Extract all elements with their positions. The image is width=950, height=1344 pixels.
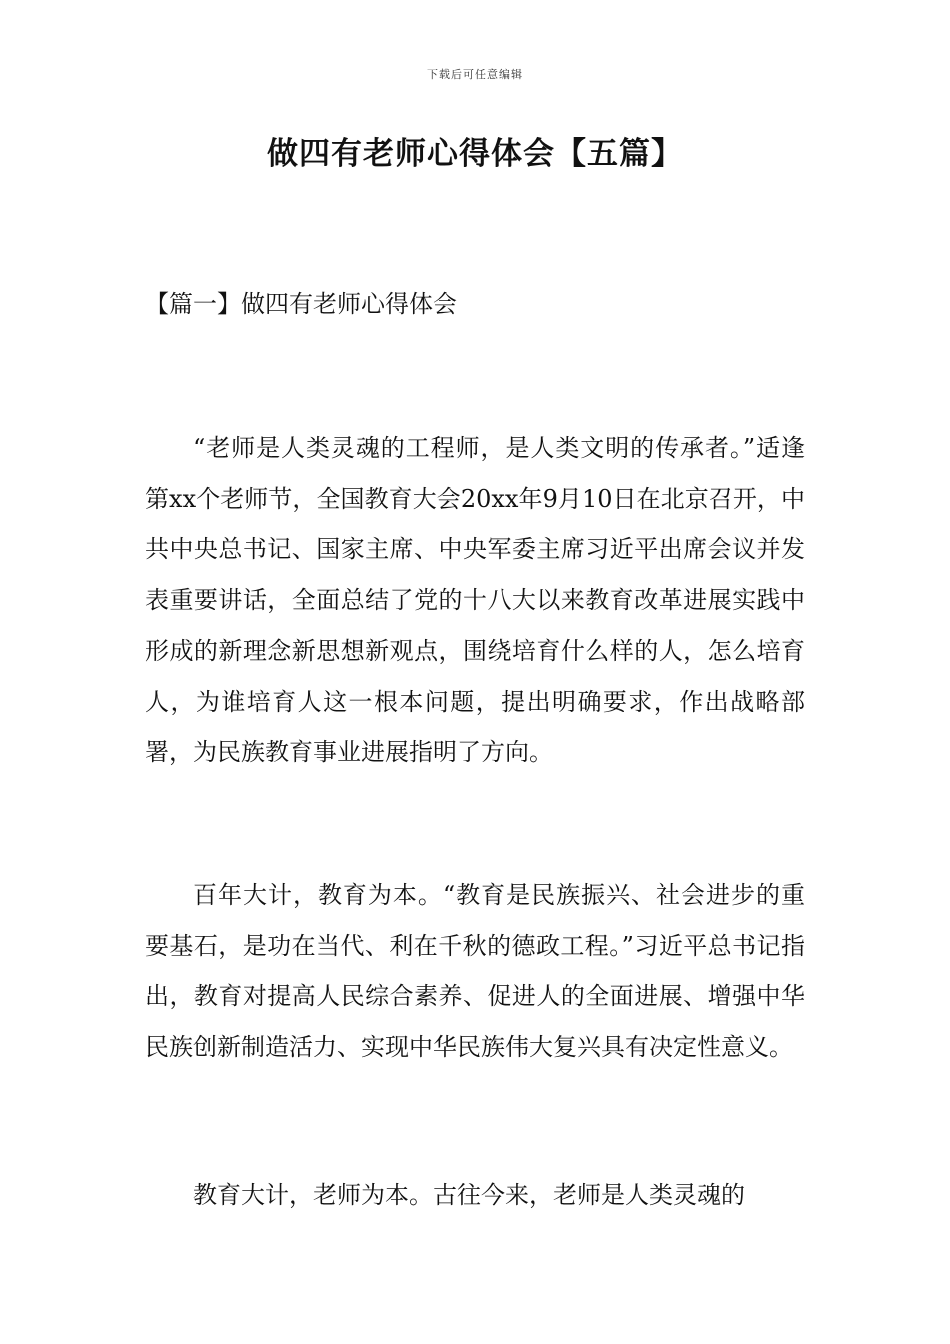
body-paragraph-2: 百年大计，教育为本。“教育是民族振兴、社会进步的重要基石，是功在当代、利在千秋的德政工程。”习近平总书记指出，教育对提高人民综合素养、促进人的全面进展、增强中华民族创新制造活力、实现中华民族伟大复兴具有决定性意义。 (145, 881, 805, 1062)
document-title: 做四有老师心得体会【五篇】 (267, 136, 683, 172)
body-paragraph-1: “老师是人类灵魂的工程师，是人类文明的传承者。”适逢第xx个老师节，全国教育大会20xx年9月10日在北京召开，中共中央总书记、国家主席、中央军委主席习近平出席会议并发表重要讲话，全面总结了党的十八大以来教育改革进展实践中形成的新理念新思想新观点，围绕培育什么样的人，怎么培育人，为谁培育人这一根本问题，提出明确要求，作出战略部署，为民族教育事业进展指明了方向。 (145, 434, 805, 767)
section-heading: 【篇一】做四有老师心得体会 (145, 290, 457, 318)
header-note: 下载后可任意编辑 (427, 68, 523, 81)
body-paragraph-3: 教育大计，老师为本。古往今来，老师是人类灵魂的 (193, 1181, 745, 1209)
